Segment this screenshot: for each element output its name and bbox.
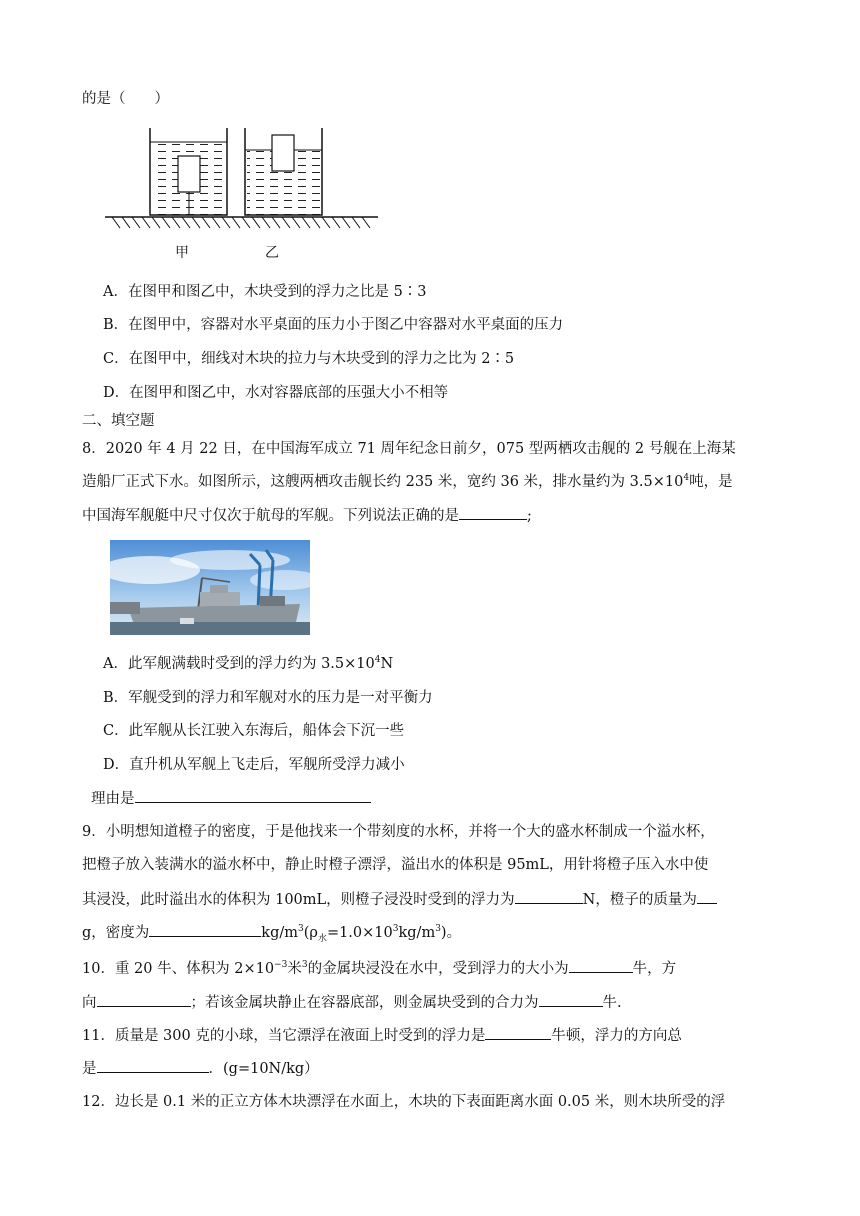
q11-line1-text: 11．质量是 300 克的小球，当它漂浮在液面上时受到的浮力是 — [82, 1028, 486, 1044]
q7-option-c: C．在图甲中，细线对木块的拉力与木块受到的浮力之比为 2∶5 — [103, 351, 515, 367]
beaker-figure — [100, 120, 390, 270]
q9-line3-text: 其浸没，此时溢出水的体积为 100mL，则橙子浸没时受到的浮力为 — [82, 892, 515, 908]
q7-option-a: A．在图甲和图乙中，木块受到的浮力之比是 5∶3 — [103, 284, 427, 300]
answer-blank[interactable] — [149, 922, 261, 937]
q11-line2 — [82, 1058, 319, 1079]
unit-text: kg/m — [398, 925, 436, 941]
answer-blank[interactable] — [97, 1058, 209, 1073]
exponent: 3 — [301, 960, 308, 971]
q7-option-d: D．在图甲和图乙中，水对容器底部的压强大小不相等 — [103, 385, 449, 401]
q8-option-d: D．直升机从军舰上飞走后，军舰所受浮力减小 — [103, 757, 405, 773]
q11-line1 — [82, 1025, 682, 1046]
q8-line2-end: 吨，是 — [689, 474, 733, 490]
q8-line3-end: ; — [527, 508, 532, 524]
exponent: 3 — [298, 924, 304, 935]
fragment-text: 的是（ ） — [82, 91, 169, 107]
q10-line1-end: 牛，方 — [632, 961, 677, 977]
answer-blank[interactable] — [135, 788, 371, 803]
q10-line2 — [82, 992, 622, 1013]
answer-blank[interactable] — [97, 992, 191, 1007]
q10-line1-text: 10．重 20 牛、体积为 2×10 — [82, 961, 275, 977]
q11-line2-text: 是 — [82, 1061, 97, 1077]
answer-blank[interactable] — [569, 958, 633, 973]
q8-option-a-text: A．此军舰满载时受到的浮力约为 3.5×10 — [103, 656, 375, 672]
label-yi: 乙 — [265, 245, 279, 261]
section-heading: 二、填空题 — [82, 413, 155, 429]
q8-line1: 8．2020 年 4 月 22 日，在中国海军成立 71 周年纪念日前夕，075 型两栖攻击舰的 2 号舰在上海某 — [82, 441, 736, 457]
answer-blank[interactable] — [539, 992, 603, 1007]
label-jia: 甲 — [175, 245, 189, 261]
q9-line2: 把橙子放入装满水的溢水杯中，静止时橙子漂浮，溢出水的体积是 95mL，用针将橙子压入水中使 — [82, 857, 709, 873]
question-fragment — [82, 89, 169, 109]
subscript: 水 — [317, 933, 327, 944]
q9-line3 — [82, 889, 717, 910]
q10-line2-end: 牛. — [602, 995, 622, 1011]
q7-option-b: B．在图甲中，容器对水平桌面的压力小于图乙中容器对水平桌面的压力 — [103, 317, 564, 333]
q8-reason-label: 理由是 — [91, 791, 135, 807]
q8-line2-text: 造船厂正式下水。如图所示，这艘两栖攻击舰长约 235 米，宽约 36 米，排水量约为 3.5×10 — [82, 474, 684, 490]
q12-line1: 12．边长是 0.1 米的正立方体木块漂浮在水面上，木块的下表面距离水面 0.05 米，则木块所受的浮 — [82, 1094, 726, 1110]
exponent: 3 — [435, 924, 441, 935]
q10-line2-mid: ；若该金属块静止在容器底部，则金属块受到的合力为 — [190, 995, 539, 1011]
q9-line3-mid: N，橙子的质量为 — [582, 892, 697, 908]
q8-option-a — [103, 654, 393, 674]
answer-blank[interactable] — [515, 889, 583, 904]
answer-blank[interactable] — [697, 889, 717, 904]
answer-blank[interactable] — [459, 505, 527, 520]
ship-photo — [110, 540, 310, 635]
exponent: 4 — [374, 655, 381, 666]
answer-blank[interactable] — [485, 1025, 551, 1040]
value-text: =1.0×10 — [326, 925, 393, 941]
unit-text: kg/m — [261, 925, 298, 941]
exponent: 3 — [392, 924, 399, 935]
q10-line2-text: 向 — [82, 995, 97, 1011]
q10-line1-mid: 的金属块浸没在水中，受到浮力的大小为 — [307, 961, 569, 977]
close-text: )。 — [440, 925, 462, 941]
q11-line1-end: 牛顿，浮力的方向总 — [551, 1028, 682, 1044]
q8-reason — [91, 788, 371, 809]
q8-line3-text: 中国海军舰艇中尺寸仅次于航母的军舰。下列说法正确的是 — [82, 508, 459, 524]
q9-line4-text: g，密度为 — [82, 925, 150, 941]
q9-line1: 9．小明想知道橙子的密度，于是他找来一个带刻度的水杯，并将一个大的盛水杯制成一个溢水杯， — [82, 824, 715, 840]
q11-line2-end: ．(g=10N/kg） — [208, 1061, 319, 1077]
q8-option-b: B．军舰受到的浮力和军舰对水的压力是一对平衡力 — [103, 690, 433, 706]
q8-option-a-unit: N — [380, 656, 394, 672]
q8-line2 — [82, 472, 733, 492]
q8-option-c: C．此军舰从长江驶入东海后，船体会下沉一些 — [103, 723, 405, 739]
rho-text: (ρ — [303, 925, 318, 941]
unit-text: 米 — [287, 961, 302, 977]
q9-line4 — [82, 922, 461, 943]
exponent: −3 — [274, 960, 288, 971]
q8-line3 — [82, 505, 532, 526]
exponent: 4 — [683, 473, 690, 484]
q10-line1 — [82, 958, 676, 979]
